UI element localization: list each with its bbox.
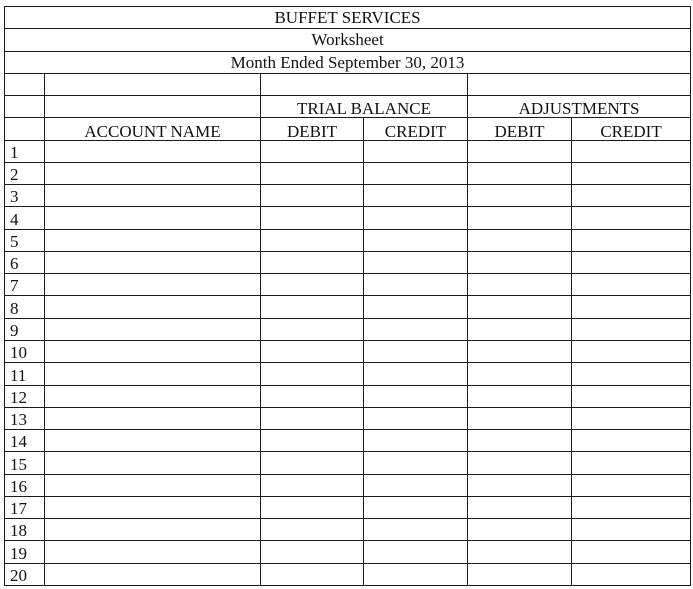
- table-row: [5, 563, 691, 585]
- account-name-cell[interactable]: [45, 563, 261, 585]
- blank-cell: [45, 73, 261, 95]
- table-row: [5, 162, 691, 184]
- worksheet-table: [4, 6, 691, 586]
- tb-credit-cell[interactable]: [364, 251, 468, 273]
- adj-debit-cell[interactable]: [468, 274, 572, 296]
- account-name-header: ACCOUNT NAME: [45, 118, 261, 140]
- tb-debit-cell[interactable]: [261, 251, 364, 273]
- account-name-cell[interactable]: [45, 185, 261, 207]
- adj-debit-cell[interactable]: [468, 296, 572, 318]
- row-number: 18: [5, 519, 45, 541]
- tb-credit-cell[interactable]: [364, 185, 468, 207]
- tb-credit-cell[interactable]: [364, 274, 468, 296]
- tb-debit-cell[interactable]: [261, 385, 364, 407]
- row-number: 9: [5, 318, 45, 340]
- adj-credit-cell[interactable]: [572, 340, 691, 362]
- row-number: 10: [5, 340, 45, 362]
- account-name-cell[interactable]: [45, 519, 261, 541]
- account-name-cell[interactable]: [45, 385, 261, 407]
- row-number: 20: [5, 563, 45, 585]
- account-name-cell[interactable]: [45, 318, 261, 340]
- blank-cell: [261, 73, 468, 95]
- row-number: 14: [5, 430, 45, 452]
- adj-debit-cell[interactable]: [468, 519, 572, 541]
- table-row: [5, 229, 691, 251]
- account-name-cell[interactable]: [45, 162, 261, 184]
- adj-debit-cell[interactable]: [468, 430, 572, 452]
- adj-debit-cell[interactable]: [468, 407, 572, 429]
- row-number: 8: [5, 296, 45, 318]
- tb-credit-cell[interactable]: [364, 496, 468, 518]
- row-number: 16: [5, 474, 45, 496]
- adj-debit-cell[interactable]: [468, 452, 572, 474]
- row-number: 17: [5, 496, 45, 518]
- adj-credit-cell[interactable]: [572, 363, 691, 385]
- tb-debit-cell[interactable]: [261, 519, 364, 541]
- row-number: 1: [5, 140, 45, 162]
- blank-cell: [5, 73, 45, 95]
- tb-credit-cell[interactable]: [364, 162, 468, 184]
- tb-debit-cell[interactable]: [261, 452, 364, 474]
- period-label: Month Ended September 30, 2013: [5, 51, 691, 73]
- row-number: 15: [5, 452, 45, 474]
- table-row: [5, 407, 691, 429]
- tb-debit-cell[interactable]: [261, 207, 364, 229]
- adj-credit-cell[interactable]: [572, 207, 691, 229]
- tb-credit-cell[interactable]: [364, 363, 468, 385]
- adj-credit-cell[interactable]: [572, 496, 691, 518]
- account-name-cell[interactable]: [45, 496, 261, 518]
- adj-debit-cell[interactable]: [468, 563, 572, 585]
- table-row: [5, 207, 691, 229]
- adj-debit-cell[interactable]: [468, 385, 572, 407]
- adj-credit-cell[interactable]: [572, 474, 691, 496]
- account-name-cell[interactable]: [45, 474, 261, 496]
- row-number: 6: [5, 251, 45, 273]
- tb-credit-cell[interactable]: [364, 541, 468, 563]
- table-row: [5, 452, 691, 474]
- row-number: 3: [5, 185, 45, 207]
- adj-debit-cell[interactable]: [468, 162, 572, 184]
- tb-credit-cell[interactable]: [364, 140, 468, 162]
- adj-credit-cell[interactable]: [572, 563, 691, 585]
- tb-credit-cell[interactable]: [364, 452, 468, 474]
- table-row: [5, 340, 691, 362]
- company-name: BUFFET SERVICES: [5, 7, 691, 29]
- adj-debit-cell[interactable]: [468, 318, 572, 340]
- account-name-cell[interactable]: [45, 363, 261, 385]
- account-name-cell[interactable]: [45, 430, 261, 452]
- tb-debit-header: DEBIT: [261, 118, 364, 140]
- tb-credit-cell[interactable]: [364, 430, 468, 452]
- tb-credit-header: CREDIT: [364, 118, 468, 140]
- row-number: 5: [5, 229, 45, 251]
- adj-debit-cell[interactable]: [468, 251, 572, 273]
- trial-balance-header: TRIAL BALANCE: [261, 96, 468, 118]
- adj-debit-cell[interactable]: [468, 474, 572, 496]
- account-name-cell[interactable]: [45, 140, 261, 162]
- blank-cell: [468, 73, 691, 95]
- adj-debit-header: DEBIT: [468, 118, 572, 140]
- tb-credit-cell[interactable]: [364, 563, 468, 585]
- tb-debit-cell[interactable]: [261, 496, 364, 518]
- tb-debit-cell[interactable]: [261, 541, 364, 563]
- column-header-row: [5, 118, 691, 140]
- table-row: [5, 251, 691, 273]
- adj-debit-cell[interactable]: [468, 207, 572, 229]
- account-name-cell[interactable]: [45, 340, 261, 362]
- tb-debit-cell[interactable]: [261, 274, 364, 296]
- adj-credit-cell[interactable]: [572, 140, 691, 162]
- account-name-cell[interactable]: [45, 296, 261, 318]
- table-row: [5, 318, 691, 340]
- adj-credit-cell[interactable]: [572, 385, 691, 407]
- table-row: [5, 296, 691, 318]
- tb-debit-cell[interactable]: [261, 229, 364, 251]
- row-number: 7: [5, 274, 45, 296]
- adj-credit-cell[interactable]: [572, 318, 691, 340]
- row-number: 2: [5, 162, 45, 184]
- adj-credit-cell[interactable]: [572, 452, 691, 474]
- table-row: [5, 274, 691, 296]
- row-number: 19: [5, 541, 45, 563]
- adj-credit-cell[interactable]: [572, 541, 691, 563]
- tb-debit-cell[interactable]: [261, 430, 364, 452]
- account-name-cell[interactable]: [45, 452, 261, 474]
- adj-credit-cell[interactable]: [572, 229, 691, 251]
- tb-debit-cell[interactable]: [261, 563, 364, 585]
- row-number: 11: [5, 363, 45, 385]
- tb-credit-cell[interactable]: [364, 296, 468, 318]
- tb-credit-cell[interactable]: [364, 229, 468, 251]
- account-name-cell[interactable]: [45, 229, 261, 251]
- blank-cell: [45, 96, 261, 118]
- adjustments-header: ADJUSTMENTS: [468, 96, 691, 118]
- document-type: Worksheet: [5, 29, 691, 51]
- adj-credit-cell[interactable]: [572, 430, 691, 452]
- adj-credit-cell[interactable]: [572, 296, 691, 318]
- row-number: 13: [5, 407, 45, 429]
- tb-credit-cell[interactable]: [364, 385, 468, 407]
- table-row: [5, 474, 691, 496]
- table-row: [5, 430, 691, 452]
- blank-cell: [5, 118, 45, 140]
- table-row: [5, 140, 691, 162]
- adj-credit-cell[interactable]: [572, 274, 691, 296]
- adj-credit-cell[interactable]: [572, 519, 691, 541]
- tb-debit-cell[interactable]: [261, 296, 364, 318]
- adj-debit-cell[interactable]: [468, 363, 572, 385]
- tb-credit-cell[interactable]: [364, 318, 468, 340]
- tb-debit-cell[interactable]: [261, 185, 364, 207]
- row-number: 12: [5, 385, 45, 407]
- adj-credit-header: CREDIT: [572, 118, 691, 140]
- adj-debit-cell[interactable]: [468, 140, 572, 162]
- tb-debit-cell[interactable]: [261, 140, 364, 162]
- tb-credit-cell[interactable]: [364, 340, 468, 362]
- adj-credit-cell[interactable]: [572, 407, 691, 429]
- adj-credit-cell[interactable]: [572, 162, 691, 184]
- account-name-cell[interactable]: [45, 541, 261, 563]
- tb-debit-cell[interactable]: [261, 162, 364, 184]
- tb-debit-cell[interactable]: [261, 474, 364, 496]
- group-header-row: [5, 96, 691, 118]
- tb-credit-cell[interactable]: [364, 474, 468, 496]
- adj-credit-cell[interactable]: [572, 251, 691, 273]
- adj-debit-cell[interactable]: [468, 185, 572, 207]
- blank-cell: [5, 96, 45, 118]
- adj-debit-cell[interactable]: [468, 496, 572, 518]
- account-name-cell[interactable]: [45, 207, 261, 229]
- tb-debit-cell[interactable]: [261, 363, 364, 385]
- tb-debit-cell[interactable]: [261, 340, 364, 362]
- account-name-cell[interactable]: [45, 274, 261, 296]
- adj-credit-cell[interactable]: [572, 185, 691, 207]
- account-name-cell[interactable]: [45, 251, 261, 273]
- adj-debit-cell[interactable]: [468, 541, 572, 563]
- table-row: [5, 541, 691, 563]
- tb-credit-cell[interactable]: [364, 407, 468, 429]
- table-row: [5, 519, 691, 541]
- tb-credit-cell[interactable]: [364, 207, 468, 229]
- account-name-cell[interactable]: [45, 407, 261, 429]
- adj-debit-cell[interactable]: [468, 229, 572, 251]
- row-number: 4: [5, 207, 45, 229]
- table-row: [5, 496, 691, 518]
- table-row: [5, 363, 691, 385]
- spacer-row: [5, 73, 691, 95]
- table-row: [5, 385, 691, 407]
- table-row: [5, 185, 691, 207]
- tb-debit-cell[interactable]: [261, 407, 364, 429]
- adj-debit-cell[interactable]: [468, 340, 572, 362]
- tb-credit-cell[interactable]: [364, 519, 468, 541]
- tb-debit-cell[interactable]: [261, 318, 364, 340]
